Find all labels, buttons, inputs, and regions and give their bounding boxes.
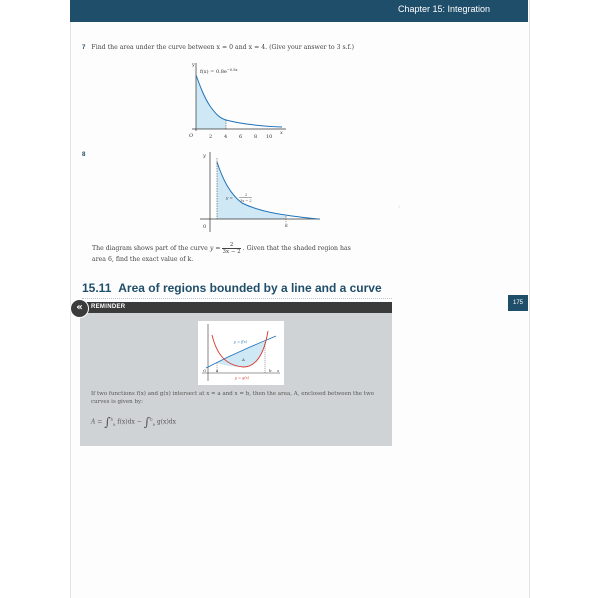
function-label-lhs: y = bbox=[226, 195, 233, 200]
integral-sign-2: ∫ bbox=[143, 415, 150, 429]
section-divider bbox=[82, 298, 392, 299]
question-8-text-before: The diagram shows part of the curve bbox=[92, 245, 208, 252]
question-7-text: Find the area under the curve between x = 0 and x = 4. (Give your answer to 3 s.f.) bbox=[91, 44, 355, 51]
area-formula bbox=[91, 415, 176, 429]
formula-upper-1: b bbox=[110, 416, 114, 422]
reminder-text: If two functions f(x) and g(x) intersect at x = a and x = b, then the area, A, enclosed between the two curves is given by: bbox=[91, 391, 374, 405]
g-label: y = g(x) bbox=[235, 376, 250, 380]
fraction-denominator: 3x − 2 bbox=[222, 249, 241, 255]
origin-label: O bbox=[203, 368, 207, 373]
x-tick-10: 10 bbox=[266, 134, 273, 140]
formula-minus: − bbox=[136, 418, 142, 426]
section-number: 15.11 bbox=[82, 281, 112, 295]
question-8-number: 8 bbox=[82, 151, 86, 158]
k-label: k bbox=[285, 223, 289, 229]
shaded-region bbox=[217, 162, 286, 219]
formula-lower-2: a bbox=[152, 421, 155, 427]
formula-lhs: A = bbox=[91, 418, 103, 426]
reminder-graph bbox=[198, 321, 284, 385]
reminder-bar bbox=[76, 302, 392, 313]
question-8-fraction bbox=[222, 242, 240, 255]
question-8-text-after: . Given that the shaded region has bbox=[242, 245, 351, 252]
x-tick-6: 6 bbox=[239, 134, 243, 140]
chapter-header bbox=[70, 0, 528, 22]
smudge-mark: ˏ bbox=[398, 200, 401, 208]
x-tick-8: 8 bbox=[254, 134, 258, 140]
x-label: x bbox=[277, 368, 280, 373]
x-tick-2: 2 bbox=[209, 134, 213, 140]
function-label-exponent: −0.5x bbox=[226, 68, 238, 72]
y-axis-label: y bbox=[203, 153, 206, 159]
question-7-number: 7 bbox=[82, 44, 86, 51]
question-8-line-2: area 6, find the exact value of k. bbox=[92, 256, 194, 263]
formula-upper-2: b bbox=[150, 416, 153, 422]
formula-int2: g(x)dx bbox=[156, 418, 177, 426]
reminder-label: REMINDER bbox=[91, 304, 126, 310]
question-7-graph bbox=[186, 58, 296, 140]
origin-label: O bbox=[189, 133, 194, 139]
question-8-lhs: y = bbox=[209, 245, 221, 252]
question-8-graph bbox=[186, 150, 326, 238]
section-heading bbox=[82, 281, 382, 295]
double-chevron-left-icon: « bbox=[70, 299, 89, 318]
x-axis-label: x bbox=[280, 130, 283, 136]
function-label-num: 2 bbox=[245, 193, 248, 197]
y-axis-label: y bbox=[192, 62, 195, 68]
x-tick-4: 4 bbox=[224, 134, 228, 140]
question-7 bbox=[82, 44, 354, 51]
fraction-numerator: 2 bbox=[222, 242, 240, 249]
function-label bbox=[200, 68, 237, 75]
formula-int1: f(x)dx bbox=[117, 418, 135, 426]
area-label: A bbox=[242, 357, 245, 362]
f-label: y = f(x) bbox=[234, 340, 248, 344]
b-label: b bbox=[269, 368, 272, 373]
page-number-badge: 175 bbox=[508, 295, 528, 311]
origin-label: 0 bbox=[203, 224, 207, 230]
question-8-text bbox=[92, 242, 351, 264]
question-8-line-1 bbox=[92, 242, 351, 255]
shaded-area bbox=[196, 75, 226, 129]
reminder-box bbox=[76, 302, 392, 446]
chapter-title: Chapter 15: Integration bbox=[397, 4, 490, 14]
function-label-den: 3x − 2 bbox=[240, 199, 252, 203]
function-label-base: f(x) = 0.8e bbox=[200, 69, 227, 75]
a-label: a bbox=[216, 368, 219, 373]
page bbox=[70, 0, 530, 598]
section-title: Area of regions bounded by a line and a curve bbox=[118, 281, 382, 295]
formula-lower-1: a bbox=[113, 421, 116, 427]
integral-sign-1: ∫ bbox=[104, 415, 111, 429]
